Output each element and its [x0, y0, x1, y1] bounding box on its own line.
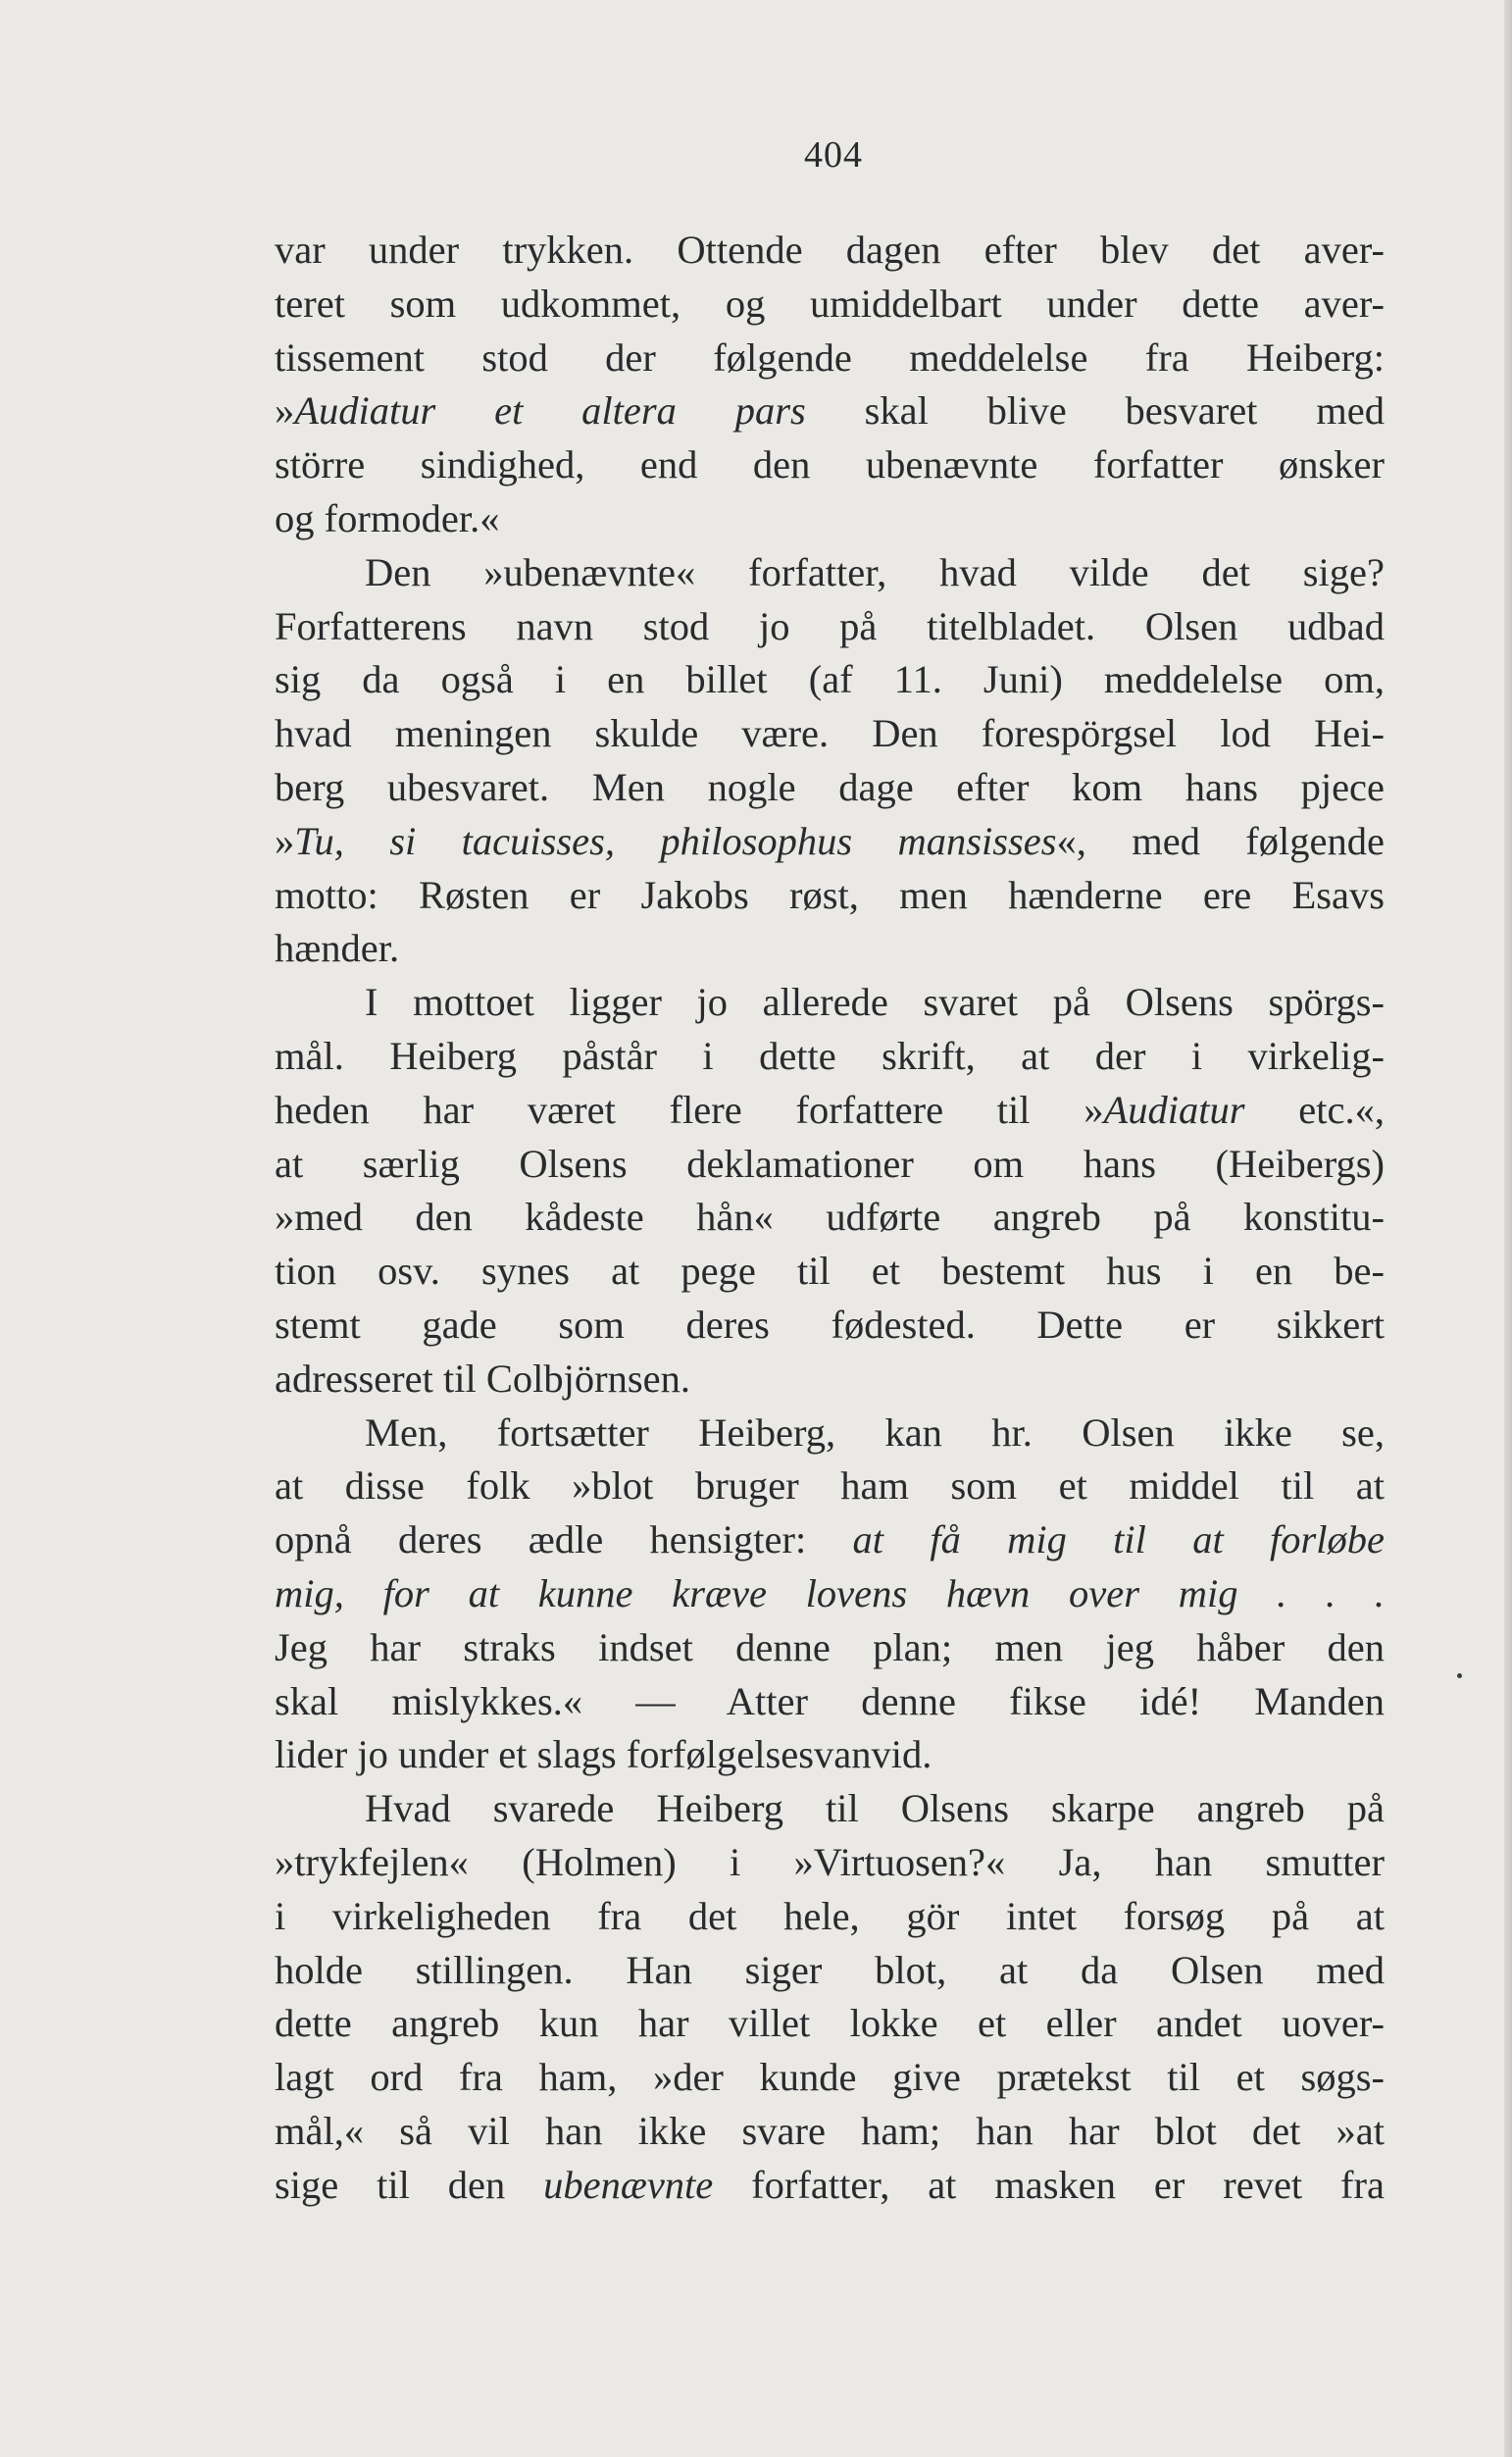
text-run: sig da også i en billet (af 11. Juni) meddelelse om, — [275, 657, 1385, 702]
text-run: Den »ubenævnte« forfatter, hvad vilde det sige? — [365, 549, 1385, 594]
text-line — [275, 546, 1385, 600]
text-run: at disse folk »blot bruger ham som et middel til at — [275, 1463, 1385, 1509]
text-run: hvad meningen skulde være. Den forespörgsel lod Hei- — [275, 711, 1385, 756]
text-run: stemt gade som deres fødested. Dette er sikkert — [275, 1302, 1385, 1347]
text-run: holde stillingen. Han siger blot, at da Olsen med — [275, 1947, 1385, 1992]
text-line — [275, 1890, 1385, 1944]
text-line — [275, 1353, 1385, 1407]
text-run: Hvad svarede Heiberg til Olsens skarpe angreb på — [365, 1786, 1385, 1831]
text-line — [275, 224, 1385, 278]
italic-run: ubenævnte — [543, 2162, 714, 2207]
text-run: forfatter, at masken er revet fra — [713, 2162, 1385, 2207]
text-line — [275, 1407, 1385, 1460]
text-line — [275, 922, 1385, 976]
text-run: dette angreb kun har villet lokke et eller andet uover- — [275, 2001, 1385, 2046]
text-run: Men, fortsætter Heiberg, kan hr. Olsen ikke se, — [365, 1409, 1385, 1455]
text-run: tissement stod der følgende meddelelse fra Heiberg: — [275, 334, 1385, 380]
text-line — [275, 600, 1385, 654]
text-line — [275, 1567, 1385, 1621]
text-run: etc.«, — [1244, 1087, 1385, 1132]
text-run: Jeg har straks indset denne plan; men jeg håber den — [275, 1624, 1385, 1669]
text-line — [275, 1997, 1385, 2051]
text-run: » — [275, 388, 295, 434]
text-line — [275, 869, 1385, 923]
page-number: 404 — [804, 134, 863, 176]
text-run: skal mislykkes.« — Atter denne fikse idé! Manden — [275, 1678, 1385, 1723]
text-line — [275, 2105, 1385, 2159]
body-text — [275, 224, 1385, 2212]
text-run: og formoder.« — [275, 495, 500, 540]
text-line — [275, 1513, 1385, 1567]
text-run: »trykfejlen« (Holmen) i »Virtuosen?« Ja, han smutter — [275, 1839, 1385, 1884]
text-run: »med den kådeste hån« udførte angreb på konstitu- — [275, 1195, 1385, 1240]
text-line — [275, 653, 1385, 707]
text-line — [275, 278, 1385, 332]
italic-run: Audiatur et altera pars — [294, 388, 806, 434]
text-run: heden har været flere forfattere til » — [275, 1087, 1104, 1132]
text-line — [275, 1836, 1385, 1890]
text-line — [275, 2159, 1385, 2213]
text-line — [275, 1675, 1385, 1729]
text-line — [275, 384, 1385, 438]
italic-run: mig, for at kunne kræve lovens hævn over mig . . . — [275, 1570, 1385, 1615]
text-line — [275, 2051, 1385, 2105]
text-run: var under trykken. Ottende dagen efter blev det aver- — [275, 228, 1385, 272]
text-run: tion osv. synes at pege til et bestemt hus i en be- — [275, 1249, 1385, 1294]
text-line — [275, 1084, 1385, 1138]
italic-run: Audiatur — [1103, 1087, 1245, 1132]
text-line — [275, 1299, 1385, 1353]
text-run: motto: Røsten er Jakobs røst, men hænderne ere Esavs — [275, 872, 1385, 917]
text-line — [275, 332, 1385, 385]
text-line — [275, 1030, 1385, 1084]
text-run: mål. Heiberg påstår i dette skrift, at der i virkelig- — [275, 1033, 1385, 1078]
text-line — [275, 815, 1385, 869]
italic-run: Tu, si tacuisses, philosophus mansisses — [294, 818, 1057, 863]
text-line — [275, 1459, 1385, 1513]
text-run: lider jo under et slags forfølgelsesvanvid. — [275, 1732, 932, 1777]
text-run: lagt ord fra ham, »der kunde give prætekst til et søgs- — [275, 2055, 1385, 2100]
text-line — [275, 1728, 1385, 1782]
text-line — [275, 976, 1385, 1030]
text-line — [275, 1782, 1385, 1836]
text-run: at særlig Olsens deklamationer om hans (Heibergs) — [275, 1141, 1385, 1186]
text-line — [275, 1245, 1385, 1299]
text-line — [275, 1138, 1385, 1192]
paper-speck — [1457, 1673, 1462, 1678]
text-run: opnå deres ædle hensigter: — [275, 1517, 853, 1562]
page-edge — [1504, 0, 1512, 2457]
text-run: teret som udkommet, og umiddelbart under dette aver- — [275, 281, 1385, 326]
text-run: Forfatterens navn stod jo på titelbladet. Olsen udbad — [275, 603, 1385, 648]
text-line — [275, 1191, 1385, 1245]
text-run: hænder. — [275, 926, 400, 971]
text-line — [275, 438, 1385, 492]
text-run: sige til den — [275, 2162, 544, 2207]
text-line — [275, 492, 1385, 546]
text-run: mål,« så vil han ikke svare ham; han har blot det »at — [275, 2108, 1385, 2153]
text-run: i virkeligheden fra det hele, gör intet forsøg på at — [275, 1893, 1385, 1938]
text-line — [275, 761, 1385, 815]
text-line — [275, 1621, 1385, 1675]
text-run: » — [275, 818, 295, 863]
text-line — [275, 707, 1385, 761]
text-run: I mottoet ligger jo allerede svaret på Olsens spörgs- — [365, 980, 1385, 1025]
text-run: adresseret til Colbjörnsen. — [275, 1356, 691, 1401]
italic-run: at få mig til at forløbe — [852, 1517, 1385, 1562]
text-run: berg ubesvaret. Men nogle dage efter kom hans pjece — [275, 764, 1385, 809]
text-line — [275, 1944, 1385, 1998]
text-run: större sindighed, end den ubenævnte forfatter ønsker — [275, 442, 1385, 487]
text-run: skal blive besvaret med — [805, 388, 1385, 434]
text-run: «, med følgende — [1056, 818, 1385, 863]
